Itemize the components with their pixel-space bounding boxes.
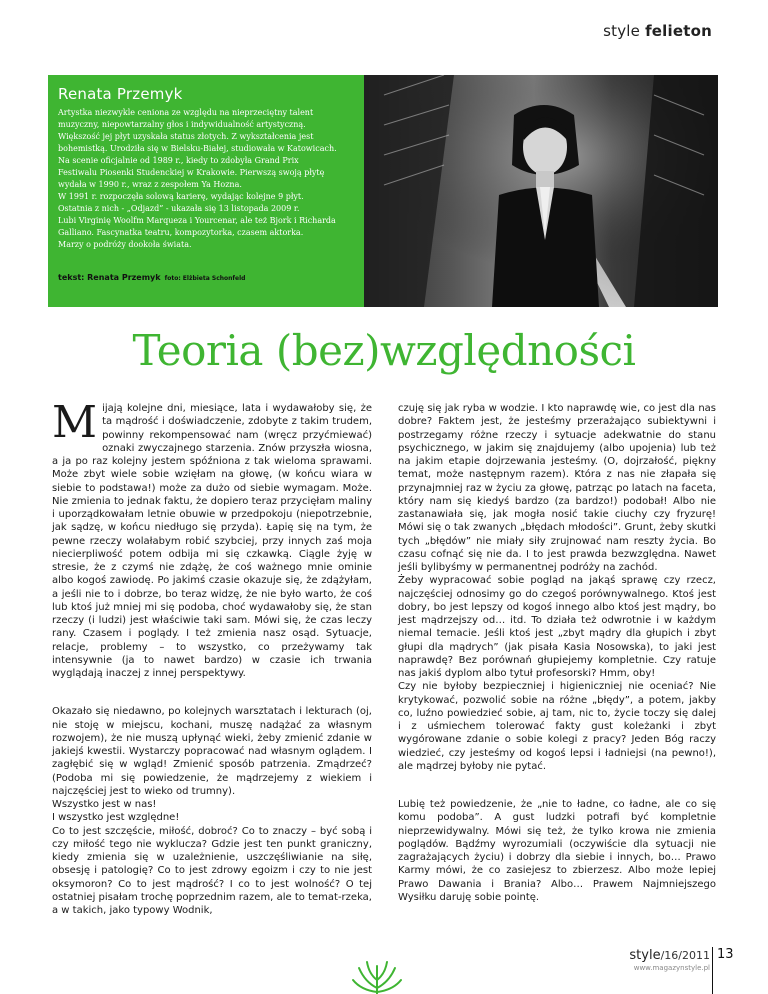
bio-line: Galliano. Fascynatka teatru, kompozytorka, czasem aktorka. [58, 228, 304, 237]
section-header [603, 22, 712, 40]
portrait-illustration [364, 75, 718, 307]
bio-line: muzyczny, niepowtarzalny głos i indywidualność artystyczną. [58, 120, 306, 129]
article-title: Teoria (bez)względności [132, 326, 636, 375]
article-column-left [52, 397, 372, 917]
paragraph: I wszystko jest względne! [52, 812, 180, 824]
paragraph: Żeby wypracować sobie pogląd na jakąś sprawę czy rzecz, najczęściej odnosimy go do czegoś porównywalnego. Ktoś jest dobry, bo jest lepszy od kogoś innego albo ktoś jest mądry, bo jest mądrzejszy od… itd. To działa też odwrotnie i w każdym niemal temacie. Jeśli ktoś jest „zbyt mądry dla głupich i zbyt głupi dla mądrych” (jak pisała Kasia Nosowska), to jaki jest naprawdę? Bez porównań głupiejemy kompletnie. Czy ratuje nas jakiś dyplom albo tytuł profesorski? Hmm, oby! [398, 575, 716, 679]
brand-name: style [603, 22, 641, 40]
photo-credit: foto: Elżbieta Schonfeld [164, 275, 246, 282]
bio-box [48, 75, 364, 307]
bio-name: Renata Przemyk [58, 85, 183, 103]
paragraph-text: ijają kolejne dni, miesiące, lata i wydawałoby się, że ta mądrość i doświadczenie, zdobyte z takim trudem, powinny rekompensować nam (wręcz przyćmiewać) oznaki zwyczajnego starzenia. Znów przyszła wiosna, a ja po raz kolejny jestem spóźniona z tak wieloma sprawami. Może zbyt wiele sobie wzięłam na głowę, (w końcu wiara w siebie to podstawa!) może za dużo od siebie wymagam. Może. Nie zmienia to jednak faktu, że dopiero teraz przycięłam maliny i uporządkowałam letnie obuwie w przedpokoju (niepotrzebnie, jak sądzę, w końcu niedługo się przyda). Łapię się na tym, że pewne rzeczy wolałabym robić szybciej, przy innych zaś moja niecierpliwość potem odbija mi się czkawką. Ciągle żyję w stresie, że z czymś nie zdążę, że coś ważnego mnie ominie albo kogoś zawiodę. Po jakimś czasie okazuje się, że zdążyłam, a jeśli nie to i dobrze, bo teraz widzę, że nie było warto, że coś lub ktoś już mniej mi się podoba, choć wydawałoby się, że stan rzeczy (i ludzi) jest właściwie taki sam. Mówi się, że czas leczy rany. Czasem i poglądy. I też zmienia nasz osąd. Sytuacje, relacje, problemy – to wszystko, co przeżywamy tak intensywnie (ja to nawet bardzo) w czasie ich trwania wyglądają inaczej z innej perspektywy. [52, 403, 372, 679]
paragraph: Lubię też powiedzenie, że „nie to ładne, co ładne, ale co się komu podoba”. A gust ludzki potrafi być kompletnie nieprzewidywalny. Mówi się też, że tylko krowa nie zmienia poglądów. Bądźmy wyrozumiali (oczywiście dla sytuacji nie zagrażających życiu) i dobrzy dla siebie i innych, bo… Prawo Karmy mówi, że co zasiejesz to zbierzesz. Albo może lepiej Prawo Dawania i Brania? Albo… Prawem Najmniejszego Wysiłku daruję sobie pointę. [398, 799, 716, 903]
hero-banner [48, 75, 718, 307]
bio-line: Marzy o podróży dookoła świata. [58, 240, 192, 249]
page-number: 13 [712, 947, 734, 994]
bio-line: Większość jej płyt uzyskała status złotych. Z wykształcenia jest [58, 132, 314, 141]
bio-line: bohemistką. Urodziła się w Bielsku-Białej, studiowała w Katowicach. [58, 144, 337, 153]
bio-line: Festiwalu Piosenki Studenckiej w Krakowie. Pierwszą swoją płytę [58, 168, 325, 177]
footer-brand-name: style [629, 948, 661, 963]
bio-line: Lubi Virginię Woolfm Marqueza i Yourcenar, ale też Bjork i Richarda [58, 216, 336, 225]
paragraph: Co to jest szczęście, miłość, dobroć? Co to znaczy – być sobą i czy miłość tego nie wyklucza? Gdzie jest ten punkt graniczny, kiedy zmienia się w uzależnienie, uszczęśliwianie na siłę, obsesję i patologię? Co to jest zdrowy egoizm i czy to nie jest oksymoron? Co to jest mądrość? I co to jest wolność? O tej ostatniej pisałam trochę poprzednim razem, ale to temat-rzeka, a w takich, jako typowy Wodnik, [52, 825, 372, 916]
paragraph [52, 397, 372, 680]
paragraph: czuję się jak ryba w wodzie. I kto naprawdę wie, co jest dla nas dobre? Faktem jest, że jesteśmy przerażająco subiektywni i postrzegamy różne rzeczy i sytuacje adekwatnie do stanu psychicznego, w jakim się znajdujemy (albo upojenia) lub też na jakim etapie dojrzewania jesteśmy. (O, dojrzałość, piękny temat, może następnym razem). Która z nas nie złapała się przynajmniej raz w życiu za głowę, patrząc po latach na faceta, który nam się kiedyś bardzo (za bardzo!) podobał! Albo nie zastanawiała się, jak mogła nosić takie ciuchy czy fryzurę! Mówi się o tak zwanych „błędach młodości”. Grunt, żeby skutki tych „błędów” nie miały siły zrujnować nam reszty życia. Bo czasu cofnąć się nie da. I to jest prawda bezwzględna. Nawet jeśli bylibyśmy w permanentnej podróży na zachód. [398, 403, 716, 573]
section-name: felieton [645, 22, 712, 40]
author-credit [58, 273, 245, 282]
portrait-photo [364, 75, 718, 307]
issue-number: /16/2011 [660, 949, 710, 962]
paragraph: Wszystko jest w nas! [52, 799, 157, 810]
bio-line: Na scenie oficjalnie od 1989 r., kiedy to zdobyła Grand Prix [58, 156, 299, 165]
bio-line: Ostatnia z nich - „Odjazd” - ukazała się 13 listopada 2009 r. [58, 204, 300, 213]
text-credit: tekst: Renata Przemyk [58, 273, 161, 282]
bio-line: Artystka niezwykle ceniona ze względu na nieprzeciętny talent [58, 108, 314, 117]
paragraph: Okazało się niedawno, po kolejnych warsztatach i lekturach (oj, nie stoję w miejscu, kochani, muszę nadążać za własnym rozwojem), że nie muszą upłynąć wieki, żeby zmienić zdanie w jakiejś kwestii. Wystarczy popracować nad własnym oglądem. I zagłębić się w wgląd! Zmienić sposób patrzenia. Zmądrzeć? (Podoba mi się powiedzenie, że mądrzejemy z wiekiem i najczęściej jest to wieko od trumny). [52, 706, 372, 797]
article-column-right [398, 402, 716, 904]
floral-ornament-icon [351, 958, 403, 994]
bio-line: wydała w 1990 r., wraz z zespołem Ya Hozna. [58, 180, 242, 189]
footer-brand [629, 948, 710, 963]
drop-cap: M [52, 397, 98, 448]
website-url[interactable]: www.magazynstyle.pl [633, 964, 710, 972]
bio-text [58, 107, 354, 251]
bio-line: W 1991 r. rozpoczęła solową karierę, wydając kolejne 9 płyt. [58, 192, 304, 201]
page-footer [629, 948, 710, 972]
paragraph: Czy nie byłoby bezpieczniej i higieniczniej nie oceniać? Nie krytykować, pozwolić sobie na różne „błędy”, a potem, jakby co, luźno powiedzieć sobie, aj tam, nic to, życie toczy się dalej i z uśmiechem tolerować fakty gust koleżanki i zbyt wygórowane zdanie o sobie kolegi z pracy? Jeden Bóg raczy wiedzieć, czy jesteśmy od kogoś lepsi i ładniejsi (na pewno!), ale mądrzej byłoby nie pytać. [398, 681, 716, 772]
